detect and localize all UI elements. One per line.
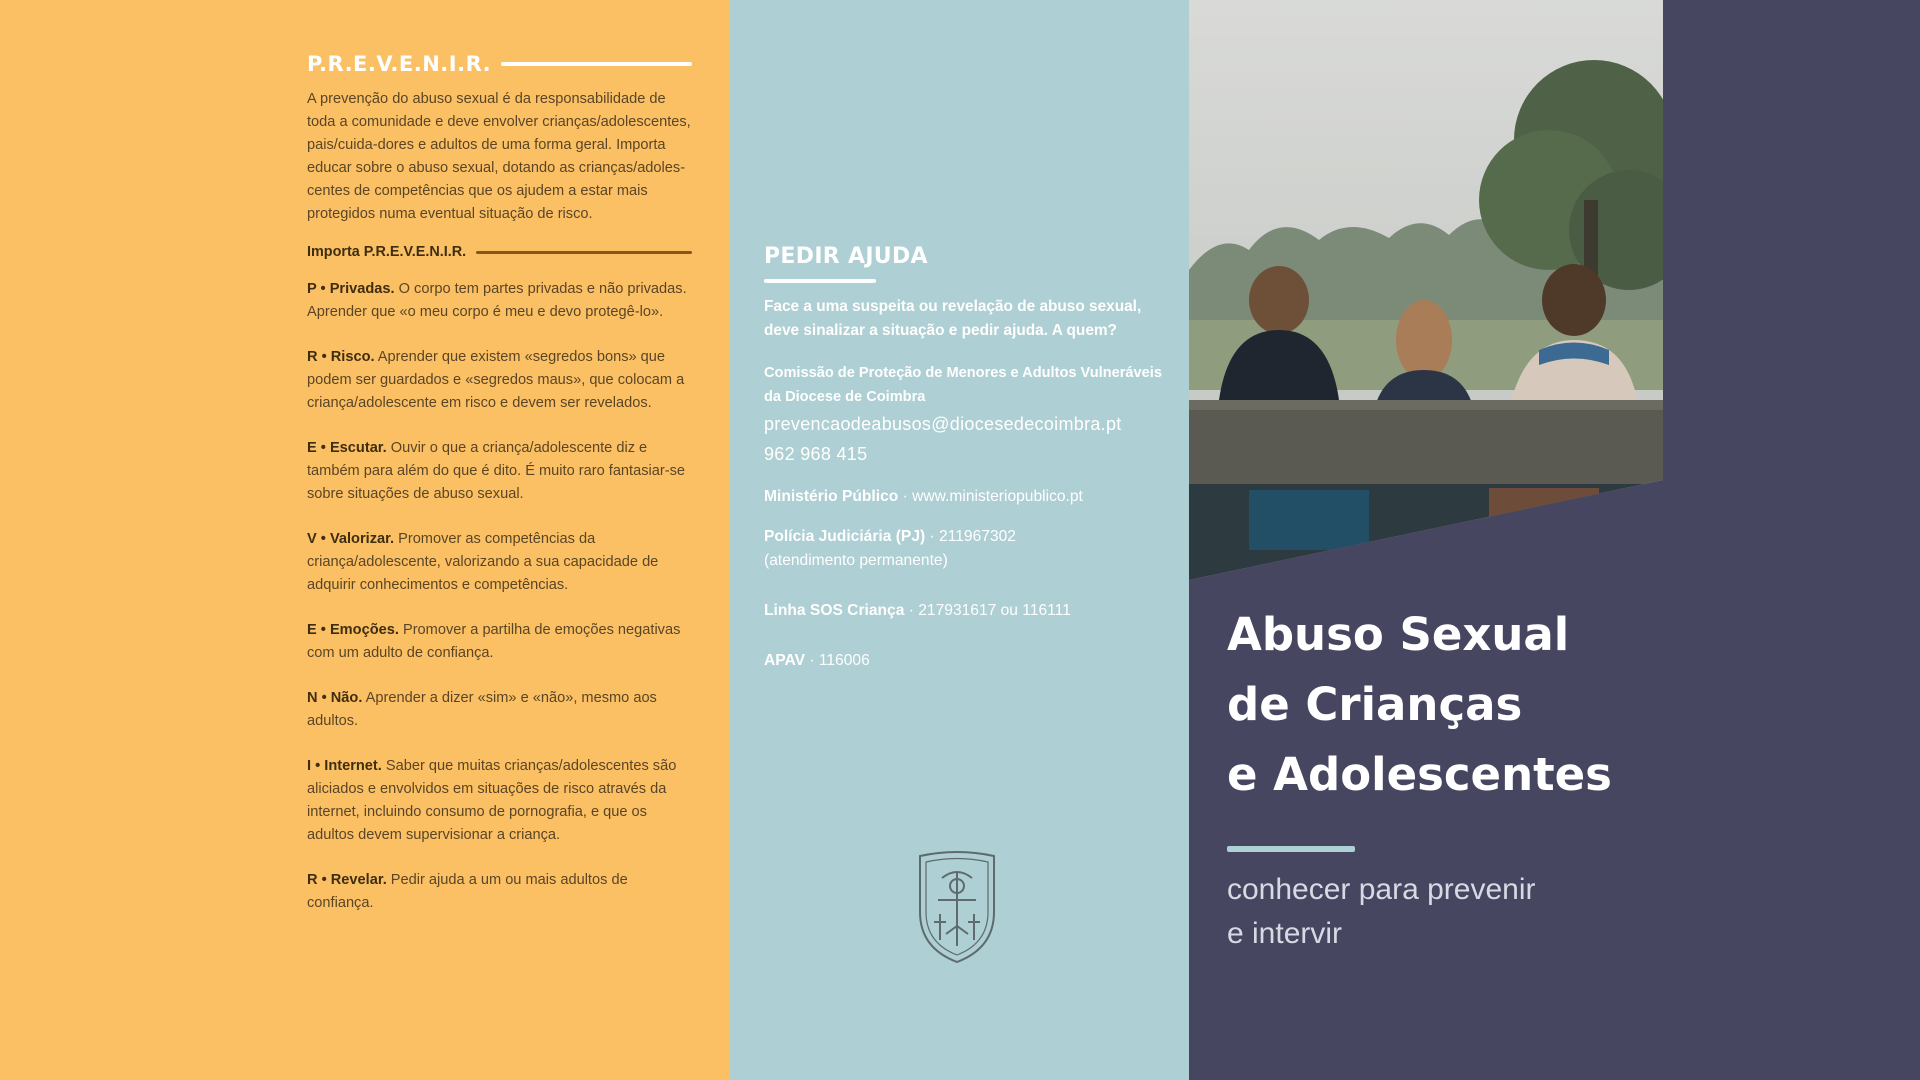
subheading-divider <box>476 251 692 254</box>
item-key: E • Escutar. <box>307 440 387 456</box>
prevenir-item-risco <box>307 346 692 415</box>
help-panel <box>730 0 1189 1080</box>
prevenir-list <box>307 278 692 915</box>
prevenir-panel <box>0 0 730 1080</box>
contact-name: APAV <box>764 652 806 669</box>
contact-detail[interactable]: · 211967302 <box>925 528 1016 545</box>
help-title-underline <box>764 279 876 283</box>
item-text: Aprender a dizer «sim» e «não», mesmo aos adultos. <box>307 690 657 729</box>
cover-panel <box>1189 0 1920 1080</box>
item-text: Ouvir o que a criança/adolescente diz e também para além do que é dito. É muito raro fantasiar-se sobre situações de abuso sexual. <box>307 440 686 502</box>
contact-policia-judiciaria <box>764 525 1174 573</box>
prevenir-subheading-row <box>307 244 692 260</box>
cover-title-line-1: Abuso Sexual <box>1227 608 1570 661</box>
cover-tagline-line-1: conhecer para prevenir <box>1227 873 1536 906</box>
help-content <box>764 244 1174 673</box>
help-intro: Face a uma suspeita ou revelação de abuso sexual, deve sinalizar a situação e pedir ajuda. A quem? <box>764 298 1142 339</box>
item-text: Aprender que existem «segredos bons» que podem ser guardados e «segredos maus», que colocam a criança/adolescente em risco e devem ser revelados. <box>307 349 685 411</box>
contact-note: (atendimento permanente) <box>764 552 948 569</box>
contact-detail[interactable]: · 217931617 ou 116111 <box>904 602 1071 619</box>
cover-title-line-2: de Crianças <box>1227 678 1523 731</box>
contact-detail[interactable]: · 116006 <box>805 652 870 669</box>
contact-name: Polícia Judiciária (PJ) <box>764 528 926 545</box>
heading-divider <box>501 62 692 66</box>
item-key: I • Internet. <box>307 758 382 774</box>
contact-detail[interactable]: · www.ministeriopublico.pt <box>898 488 1083 505</box>
prevenir-content <box>307 52 692 937</box>
prevenir-heading-row <box>307 52 692 76</box>
prevenir-intro: A prevenção do abuso sexual é da responsabilidade de toda a comunidade e deve envolver crianças/adolescentes, pais/cuida-dores e adultos de uma forma geral. Importa educar sobre o abuso sexual, dotando as crianças/adoles-centes de competências que os ajudem a estar mais protegidos numa eventual situação de risco. <box>307 91 691 222</box>
prevenir-title: P.R.E.V.E.N.I.R. <box>307 52 492 76</box>
commission-email[interactable]: prevencaodeabusos@diocesedecoimbra.pt <box>764 414 1122 434</box>
item-text: O corpo tem partes privadas e não privadas. Aprender que «o meu corpo é meu e devo protegê-lo». <box>307 281 687 320</box>
contact-sos-crianca <box>764 599 1174 623</box>
prevenir-item-valorizar <box>307 528 692 597</box>
commission-name: Comissão de Proteção de Menores e Adultos Vulneráveis da Diocese de Coimbra <box>764 365 1162 405</box>
help-title: PEDIR AJUDA <box>764 244 928 269</box>
item-key: R • Revelar. <box>307 872 387 888</box>
cover-title-line-3: e Adolescentes <box>1227 748 1612 801</box>
children-on-bench-photo <box>1189 0 1663 580</box>
item-key: R • Risco. <box>307 349 375 365</box>
cover-tagline-line-2: e intervir <box>1227 917 1343 950</box>
prevenir-item-nao <box>307 687 692 733</box>
commission-phone[interactable]: 962 968 415 <box>764 444 868 464</box>
prevenir-item-emocoes <box>307 619 692 665</box>
item-text: Saber que muitas crianças/adolescentes são aliciados e envolvidos em situações de risco através da internet, incluindo consumo de pornografia, e que os adultos devem supervisionar a criança. <box>307 758 677 843</box>
item-key: E • Emoções. <box>307 622 399 638</box>
item-key: P • Privadas. <box>307 281 395 297</box>
cover-title-divider <box>1227 846 1355 852</box>
item-key: V • Valorizar. <box>307 531 395 547</box>
prevenir-item-internet <box>307 755 692 847</box>
item-text: Pedir ajuda a um ou mais adultos de confiança. <box>307 872 628 911</box>
item-text: Promover as competências da criança/adolescente, valorizando a sua capacidade de adquirir conhecimentos e competências. <box>307 531 659 593</box>
item-key: N • Não. <box>307 690 363 706</box>
item-text: Promover a partilha de emoções negativas com um adulto de confiança. <box>307 622 681 661</box>
prevenir-subheading: Importa P.R.E.V.E.N.I.R. <box>307 244 467 260</box>
prevenir-item-privadas <box>307 278 692 324</box>
diocese-seal-icon <box>902 848 1012 966</box>
contact-name: Linha SOS Criança <box>764 602 905 619</box>
prevenir-item-escutar <box>307 437 692 506</box>
contact-name: Ministério Público <box>764 488 899 505</box>
contact-apav <box>764 649 1174 673</box>
prevenir-item-revelar <box>307 869 692 915</box>
cover-title-block <box>1227 600 1647 956</box>
contact-ministerio-publico <box>764 485 1174 509</box>
